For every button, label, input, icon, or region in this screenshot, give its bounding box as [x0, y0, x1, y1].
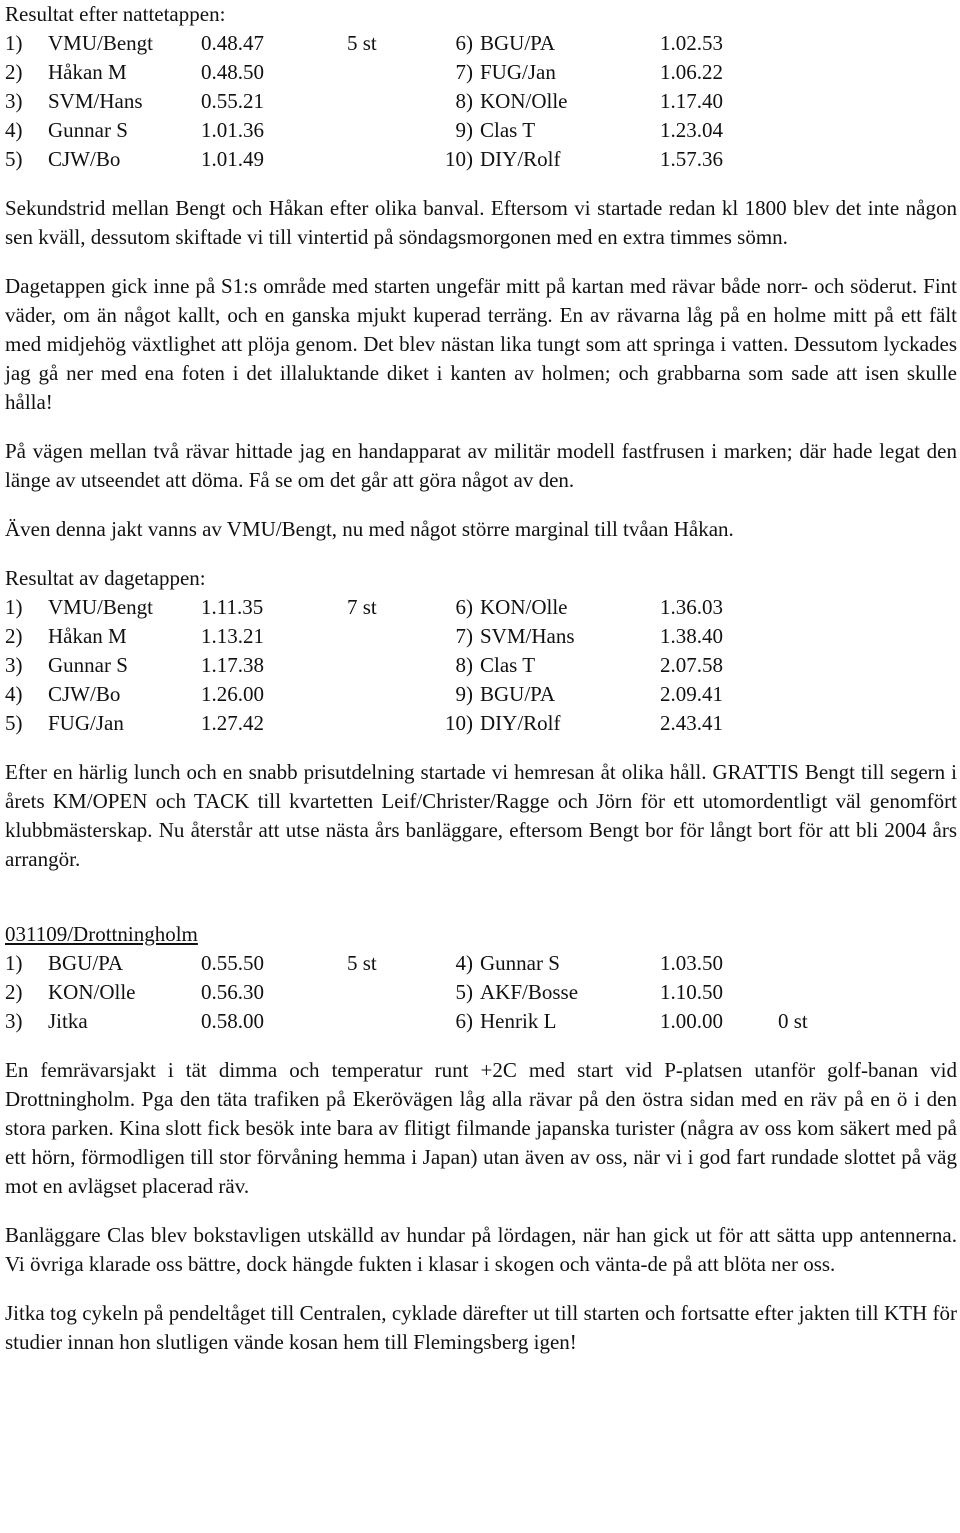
- team-name: FUG/Jan: [480, 60, 556, 84]
- team-name: Gunnar S: [480, 951, 560, 975]
- result-row: [5, 680, 957, 709]
- rank: 2): [5, 60, 23, 84]
- team-name: AKF/Bosse: [480, 980, 579, 1004]
- paragraph: Dagetappen gick inne på S1:s område med starten ungefär mitt på kartan med rävar både norr- och söderut. Fint väder, om än något kallt, och en ganska mjukt kuperad terräng. En av rävarna låg på en holme mitt på ett fält med midjehög växtlighet att plöja genom. Det blev nästan lika tungt som att springa i vatten. Dessutom lyckades jag gå ner med ena foten i det illaluktande diket i kanten av holmen; och grabbarna som sade att isen skulle hålla!: [5, 274, 957, 414]
- fox-count: 5 st: [347, 31, 377, 55]
- paragraph: Jitka tog cykeln på pendeltåget till Centralen, cyklade därefter ut till starten och fortsatte efter jakten till KTH för studier innan hon slutligen vände kosan hem till Flemingsberg igen!: [5, 1301, 957, 1354]
- rank: 6): [455, 1009, 473, 1033]
- fox-count: 0 st: [778, 1009, 808, 1033]
- result-row: [5, 116, 957, 145]
- time: 1.02.53: [660, 31, 723, 55]
- section-heading-drottningholm: 031109/Drottningholm: [5, 922, 198, 946]
- rank: 2): [5, 980, 23, 1004]
- paragraph: Efter en härlig lunch och en snabb prisutdelning startade vi hemresan åt olika håll. GRATTIS Bengt till segern i årets KM/OPEN och TACK till kvartetten Leif/Christer/Ragge och Jörn för ett utomordentligt väl genomfört klubbmästerskap. Nu återstår att utse nästa års banläggare, eftersom Bengt bor för långt bort för att bli 2004 års arrangör.: [5, 760, 957, 871]
- rank: 2): [5, 624, 23, 648]
- time: 1.03.50: [660, 951, 723, 975]
- time: 1.06.22: [660, 60, 723, 84]
- rank: 4): [5, 682, 23, 706]
- time: 0.55.21: [201, 89, 264, 113]
- team-name: DIY/Rolf: [480, 711, 561, 735]
- rank: 3): [5, 89, 23, 113]
- team-name: Clas T: [480, 118, 536, 142]
- rank: 10): [445, 711, 473, 735]
- team-name: BGU/PA: [480, 682, 556, 706]
- paragraph: Banläggare Clas blev bokstavligen utskälld av hundar på lördagen, när han gick ut för att sätta upp antennerna. Vi övriga klarade oss bättre, dock hängde fukten i klasar i skogen och vänta-de på att blöta ner oss.: [5, 1223, 957, 1276]
- paragraph: Sekundstrid mellan Bengt och Håkan efter olika banval. Eftersom vi startade redan kl 1800 blev det inte någon sen kväll, dessutom skiftade vi till vintertid på söndagsmorgonen med en extra timmes sömn.: [5, 196, 957, 249]
- team-name: Gunnar S: [48, 118, 128, 142]
- result-row: [5, 58, 957, 87]
- rank: 1): [5, 31, 23, 55]
- rank: 5): [5, 147, 23, 171]
- night-results-table: [5, 29, 957, 174]
- fox-count: 5 st: [347, 951, 377, 975]
- time: 1.00.00: [660, 1009, 723, 1033]
- team-name: KON/Olle: [480, 595, 568, 619]
- rank: 5): [455, 980, 473, 1004]
- drottningholm-results-table: [5, 949, 957, 1036]
- paragraph: På vägen mellan två rävar hittade jag en handapparat av militär modell fastfrusen i marken; där hade legat den länge av utseendet att döma. Få se om det går att göra något av den.: [5, 439, 957, 492]
- team-name: KON/Olle: [480, 89, 568, 113]
- time: 0.55.50: [201, 951, 264, 975]
- time: 1.23.04: [660, 118, 723, 142]
- time: 1.26.00: [201, 682, 264, 706]
- rank: 1): [5, 951, 23, 975]
- team-name: Jitka: [48, 1009, 88, 1033]
- team-name: VMU/Bengt: [48, 31, 153, 55]
- rank: 4): [5, 118, 23, 142]
- night-results-heading: Resultat efter nattetappen:: [5, 2, 226, 26]
- team-name: SVM/Hans: [48, 89, 143, 113]
- result-row: [5, 709, 957, 738]
- rank: 1): [5, 595, 23, 619]
- team-name: Clas T: [480, 653, 536, 677]
- time: 1.36.03: [660, 595, 723, 619]
- time: 1.01.49: [201, 147, 264, 171]
- team-name: SVM/Hans: [480, 624, 575, 648]
- rank: 3): [5, 1009, 23, 1033]
- rank: 9): [455, 682, 473, 706]
- team-name: Gunnar S: [48, 653, 128, 677]
- time: 2.43.41: [660, 711, 723, 735]
- result-row: [5, 1007, 957, 1036]
- team-name: Håkan M: [48, 624, 127, 648]
- time: 1.13.21: [201, 624, 264, 648]
- team-name: Henrik L: [480, 1009, 557, 1033]
- rank: 4): [455, 951, 473, 975]
- rank: 6): [455, 595, 473, 619]
- time: 0.48.47: [201, 31, 264, 55]
- team-name: VMU/Bengt: [48, 595, 153, 619]
- time: 0.48.50: [201, 60, 264, 84]
- team-name: FUG/Jan: [48, 711, 124, 735]
- document-page: [5, 0, 957, 1357]
- fox-count: 7 st: [347, 595, 377, 619]
- time: 2.09.41: [660, 682, 723, 706]
- time: 1.17.40: [660, 89, 723, 113]
- time: 1.10.50: [660, 980, 723, 1004]
- team-name: DIY/Rolf: [480, 147, 561, 171]
- rank: 5): [5, 711, 23, 735]
- day-results-table: [5, 593, 957, 738]
- time: 1.38.40: [660, 624, 723, 648]
- team-name: BGU/PA: [48, 951, 124, 975]
- team-name: CJW/Bo: [48, 147, 121, 171]
- result-row: [5, 145, 957, 174]
- result-row: [5, 949, 957, 978]
- rank: 7): [455, 60, 473, 84]
- rank: 3): [5, 653, 23, 677]
- time: 1.57.36: [660, 147, 723, 171]
- result-row: [5, 593, 957, 622]
- time: 1.11.35: [201, 595, 264, 619]
- day-results-heading: Resultat av dagetappen:: [5, 566, 206, 590]
- result-row: [5, 978, 957, 1007]
- rank: 9): [455, 118, 473, 142]
- paragraph: En femrävarsjakt i tät dimma och temperatur runt +2C med start vid P-platsen utanför golf-banan vid Drottningholm. Pga den täta trafiken på Ekerövägen låg alla rävar på den östra sidan med en räv på en ö i den stora parken. Kina slott fick besök inte bara av flitigt filmande japanska turister (några av oss kom säkert med på ett hörn, förmodligen till stor förvåning hemma i Japan) utan även av oss, när vi i god fart rundade slottet på väg mot en avlägset placerad räv.: [5, 1058, 957, 1198]
- team-name: BGU/PA: [480, 31, 556, 55]
- result-row: [5, 29, 957, 58]
- rank: 8): [455, 89, 473, 113]
- rank: 10): [445, 147, 473, 171]
- time: 1.17.38: [201, 653, 264, 677]
- rank: 7): [455, 624, 473, 648]
- result-row: [5, 651, 957, 680]
- time: 1.27.42: [201, 711, 264, 735]
- team-name: CJW/Bo: [48, 682, 121, 706]
- team-name: KON/Olle: [48, 980, 136, 1004]
- time: 0.56.30: [201, 980, 264, 1004]
- result-row: [5, 87, 957, 116]
- paragraph: Även denna jakt vanns av VMU/Bengt, nu med något större marginal till tvåan Håkan.: [5, 517, 734, 541]
- result-row: [5, 622, 957, 651]
- team-name: Håkan M: [48, 60, 127, 84]
- rank: 6): [455, 31, 473, 55]
- time: 1.01.36: [201, 118, 264, 142]
- rank: 8): [455, 653, 473, 677]
- time: 2.07.58: [660, 653, 723, 677]
- time: 0.58.00: [201, 1009, 264, 1033]
